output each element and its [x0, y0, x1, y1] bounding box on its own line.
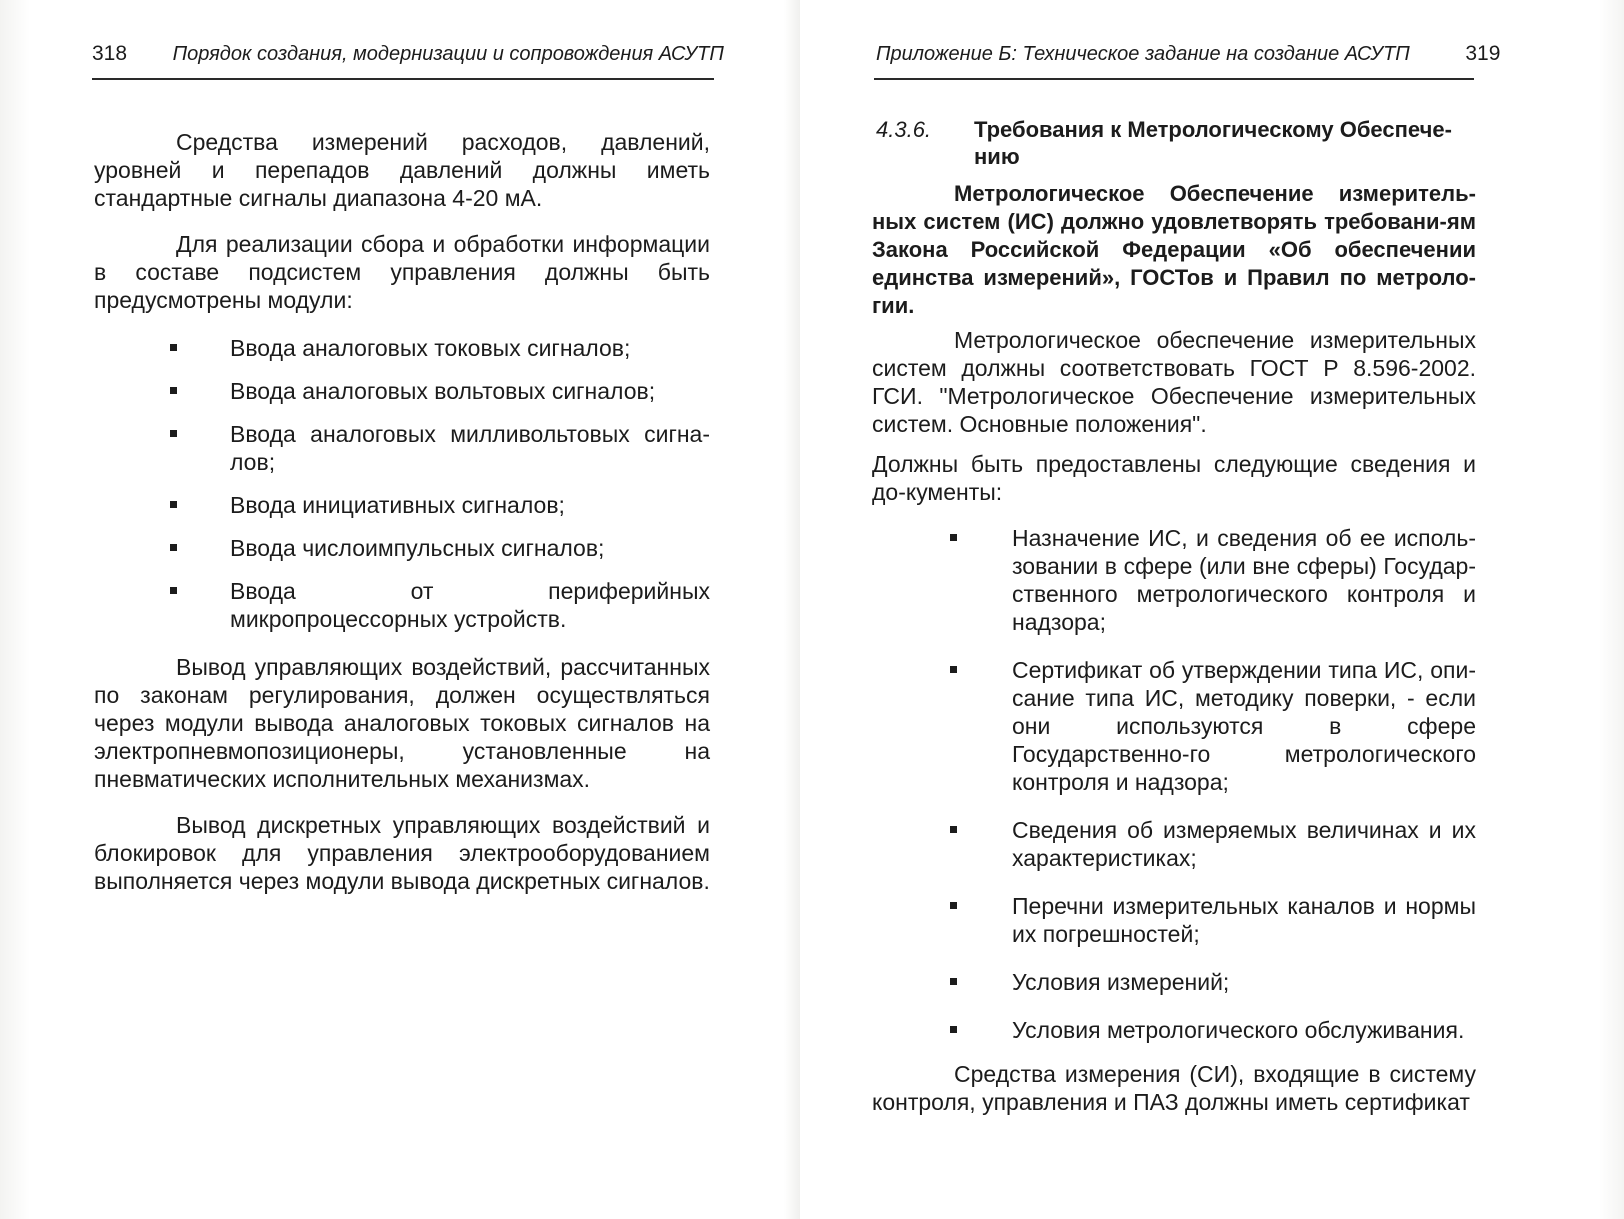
bullet-icon [950, 666, 957, 673]
list-item [1012, 892, 1476, 948]
list-item [1012, 524, 1476, 636]
right-page-header [876, 42, 1500, 66]
left-page-header [92, 42, 724, 66]
left-page-number: 318 [92, 42, 128, 65]
bullet-icon [950, 826, 957, 833]
bullet-icon [170, 501, 177, 508]
left-running-title: Порядок создания, модернизации и сопровождения АСУТП [172, 43, 724, 65]
right-para-2: Должны быть предоставлены следующие сведения и до-кументы: [872, 451, 1476, 505]
right-para-1: Метрологическое обеспечение измерительных систем должны соответствовать ГОСТ Р 8.596-2002. ГСИ. "Метрологическое Обеспечение измерительных систем. Основные положения". [872, 327, 1476, 437]
left-page [0, 0, 800, 1219]
list-item-text: Ввода инициативных сигналов; [230, 492, 565, 518]
left-para-1: Средства измерений расходов, давлений, уровней и перепадов давлений должны иметь стандартные сигналы диапазона 4-20 мА. [94, 129, 710, 211]
list-item [230, 491, 710, 519]
left-bullet-list [230, 334, 710, 633]
bullet-icon [170, 544, 177, 551]
bullet-icon [950, 1026, 957, 1033]
list-item-text: Сведения об измеряемых величинах и их характеристиках; [1012, 817, 1476, 871]
list-item-text: Условия метрологического обслуживания. [1012, 1017, 1465, 1043]
list-item-text: Ввода аналоговых вольтовых сигналов; [230, 378, 656, 404]
list-item [230, 334, 710, 362]
list-item-text: Назначение ИС, и сведения об ее исполь-зовании в сфере (или вне сферы) Государ-ственного метрологического контроля и надзора; [1012, 525, 1476, 635]
bullet-icon [170, 387, 177, 394]
section-title-line-1: Требования к Метрологическому Обеспече- [974, 117, 1452, 142]
right-page-number: 319 [1465, 42, 1501, 65]
left-para-4: Вывод дискретных управляющих воздействий и блокировок для управления электрооборудованием выполняется через модули вывода дискретных сигналов. [94, 812, 710, 894]
left-para-2: Для реализации сбора и обработки информации в составе подсистем управления должны быть предусмотрены модули: [94, 231, 710, 313]
right-bullet-list [1012, 524, 1476, 1044]
list-item [1012, 816, 1476, 872]
left-header-rule [92, 78, 714, 80]
bullet-icon [170, 587, 177, 594]
section-number: 4.3.6. [876, 117, 932, 142]
bullet-icon [950, 534, 957, 541]
bullet-icon [170, 344, 177, 351]
list-item-text: Ввода аналоговых милливольтовых сигна-лов; [230, 421, 710, 475]
list-item [230, 577, 710, 633]
right-page [800, 0, 1624, 1219]
list-item [230, 420, 710, 476]
right-header-rule [874, 78, 1474, 80]
left-para-3: Вывод управляющих воздействий, рассчитанных по законам регулирования, должен осуществляться через модули вывода аналоговых токовых сигналов на электропневмопозиционеры, установленные на пневматических исполнительных механизмах. [94, 654, 710, 792]
bold-paragraph: Метрологическое Обеспечение измеритель-ных систем (ИС) должно удовлетворять требовани-ям Закона Российской Федерации «Об обеспечении единства измерений», ГОСТов и Правил по метроло-гии. [872, 181, 1476, 318]
bullet-icon [170, 430, 177, 437]
list-item-text: Условия измерений; [1012, 969, 1230, 995]
list-item [1012, 1016, 1476, 1044]
list-item-text: Ввода от периферийных микропроцессорных устройств. [230, 578, 710, 632]
list-item-text: Ввода числоимпульсных сигналов; [230, 535, 605, 561]
list-item [230, 534, 710, 562]
right-para-3: Средства измерения (СИ), входящие в систему контроля, управления и ПАЗ должны иметь сертификат [872, 1061, 1476, 1115]
list-item [1012, 968, 1476, 996]
right-running-title: Приложение Б: Техническое задание на создание АСУТП [876, 43, 1410, 65]
list-item-text: Перечни измерительных каналов и нормы их погрешностей; [1012, 893, 1476, 947]
list-item [230, 377, 710, 405]
right-body [872, 326, 1476, 1116]
section-title-line-2: нию [974, 144, 1020, 169]
section-title [974, 116, 1476, 170]
bullet-icon [950, 902, 957, 909]
list-item [1012, 656, 1476, 796]
left-body [94, 128, 710, 895]
list-item-text: Ввода аналоговых токовых сигналов; [230, 335, 631, 361]
bullet-icon [950, 978, 957, 985]
list-item-text: Сертификат об утверждении типа ИС, опи-сание типа ИС, методику поверки, - если они используются в сфере Государственно-го метрологического контроля и надзора; [1012, 657, 1476, 795]
